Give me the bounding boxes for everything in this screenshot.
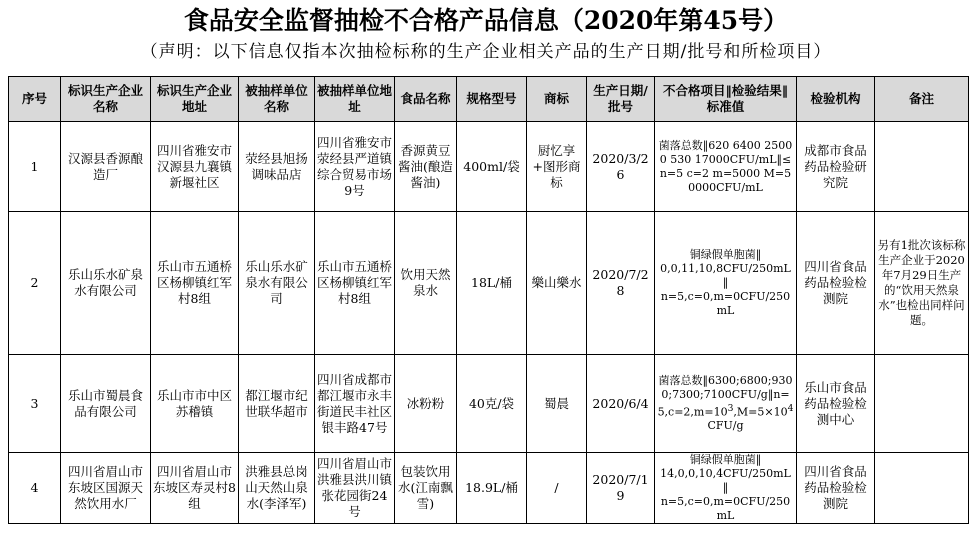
cell-result: 菌落总数‖620 6400 25000 530 17000CFU/mL‖≤n=5 c=2 m=5000 M=50000CFU/mL <box>655 122 797 212</box>
cell-spec: 18L/桶 <box>457 212 527 355</box>
cell-seq: 4 <box>9 453 61 524</box>
cell-maker: 四川省眉山市东坡区国源天然饮用水厂 <box>61 453 151 524</box>
result-text: n=5,c=2,m=10 <box>657 387 790 419</box>
unqualified-products-table <box>8 76 969 524</box>
cell-sampled-address: 四川省成都市都江堰市永丰街道民丰社区银丰路47号 <box>315 355 395 453</box>
cell-note: 另有1批次该标称生产企业于2020年7月29日生产的“饮用天然泉水”也检出同样问题。 <box>875 212 969 355</box>
cell-sampled-unit: 乐山乐水矿泉水有限公司 <box>239 212 315 355</box>
column-header: 生产日期/批号 <box>587 77 655 122</box>
cell-spec: 400ml/袋 <box>457 122 527 212</box>
cell-food-name: 饮用天然泉水 <box>395 212 457 355</box>
result-line: n=5,c=0,m=0CFU/250mL <box>660 495 791 522</box>
cell-sampled-address: 四川省眉山市洪雅县洪川镇张花园街24号 <box>315 453 395 524</box>
cell-maker: 乐山市蜀晨食品有限公司 <box>61 355 151 453</box>
result-line: n=5,c=0,m=0CFU/250mL <box>660 290 791 317</box>
cell-date: 2020/6/4 <box>587 355 655 453</box>
cell-agency: 乐山市食品药品检验检测中心 <box>797 355 875 453</box>
result-line: 铜绿假单胞菌‖ <box>689 453 762 466</box>
cell-result <box>655 212 797 355</box>
cell-seq: 3 <box>9 355 61 453</box>
cell-maker-address: 乐山市市中区苏稽镇 <box>151 355 239 453</box>
column-header: 规格型号 <box>457 77 527 122</box>
result-text: 菌落总数‖6300;6800;9300;7300;7100CFU/g‖ <box>658 373 793 401</box>
cell-food-name: 香源黄豆酱油(酿造酱油) <box>395 122 457 212</box>
cell-brand: 厨忆享+图形商标 <box>527 122 587 212</box>
cell-maker-address: 四川省雅安市汉源县九襄镇新堰社区 <box>151 122 239 212</box>
table-header-row <box>9 77 969 122</box>
cell-food-name: 包装饮用水(江南飘雪) <box>395 453 457 524</box>
result-text: ,M=5× <box>733 405 774 419</box>
result-exponent: 3 <box>727 402 734 414</box>
cell-agency: 四川省食品药品检验检测院 <box>797 212 875 355</box>
column-header: 备注 <box>875 77 969 122</box>
table-row <box>9 122 969 212</box>
cell-spec: 40克/袋 <box>457 355 527 453</box>
page-title: 食品安全监督抽检不合格产品信息（2020年第45号） <box>183 6 789 35</box>
cell-note <box>875 122 969 212</box>
table-row <box>9 453 969 524</box>
result-line: 铜绿假单胞菌‖ <box>689 248 762 261</box>
column-header: 检验机构 <box>797 77 875 122</box>
cell-result <box>655 453 797 524</box>
result-line: ‖ <box>722 481 729 494</box>
column-header: 不合格项目‖检验结果‖标准值 <box>655 77 797 122</box>
cell-sampled-unit: 都江堰市纪世联华超市 <box>239 355 315 453</box>
cell-seq: 1 <box>9 122 61 212</box>
cell-date: 2020/3/26 <box>587 122 655 212</box>
cell-brand: 蜀晨 <box>527 355 587 453</box>
cell-spec: 18.9L/桶 <box>457 453 527 524</box>
cell-note <box>875 355 969 453</box>
cell-note <box>875 453 969 524</box>
cell-agency: 成都市食品药品检验研究院 <box>797 122 875 212</box>
result-line: ‖ <box>722 276 729 289</box>
cell-sampled-unit: 洪雅县总岗山天然山泉水(李泽军) <box>239 453 315 524</box>
cell-sampled-address: 四川省雅安市荥经县严道镇综合贸易市场9号 <box>315 122 395 212</box>
cell-sampled-address: 乐山市五通桥区杨柳镇红军村8组 <box>315 212 395 355</box>
result-text: CFU/g <box>707 419 744 433</box>
cell-brand: / <box>527 453 587 524</box>
cell-maker-address: 四川省眉山市东坡区寿灵村8组 <box>151 453 239 524</box>
column-header: 被抽样单位名称 <box>239 77 315 122</box>
cell-date: 2020/7/19 <box>587 453 655 524</box>
cell-food-name: 冰粉粉 <box>395 355 457 453</box>
table-row <box>9 212 969 355</box>
column-header: 标识生产企业地址 <box>151 77 239 122</box>
cell-maker-address: 乐山市五通桥区杨柳镇红军村8组 <box>151 212 239 355</box>
result-line: 0,0,11,10,8CFU/250mL <box>660 262 791 275</box>
column-header: 序号 <box>9 77 61 122</box>
cell-agency: 四川省食品药品检验检测院 <box>797 453 875 524</box>
result-text: 10 <box>773 405 788 419</box>
cell-brand: 樂山樂水 <box>527 212 587 355</box>
table-row <box>9 355 969 453</box>
column-header: 商标 <box>527 77 587 122</box>
cell-maker: 乐山乐水矿泉水有限公司 <box>61 212 151 355</box>
column-header: 食品名称 <box>395 77 457 122</box>
cell-sampled-unit: 荥经县旭扬调味品店 <box>239 122 315 212</box>
cell-seq: 2 <box>9 212 61 355</box>
cell-result <box>655 355 797 453</box>
result-line: 14,0,0,10,4CFU/250mL <box>660 467 791 480</box>
cell-date: 2020/7/28 <box>587 212 655 355</box>
column-header: 被抽样单位地址 <box>315 77 395 122</box>
column-header: 标识生产企业名称 <box>61 77 151 122</box>
cell-maker: 汉源县香源酿造厂 <box>61 122 151 212</box>
page-subtitle: （声明：以下信息仅指本次抽检标称的生产企业相关产品的生产日期/批号和所检项目） <box>140 42 832 62</box>
result-exponent: 4 <box>787 402 794 414</box>
